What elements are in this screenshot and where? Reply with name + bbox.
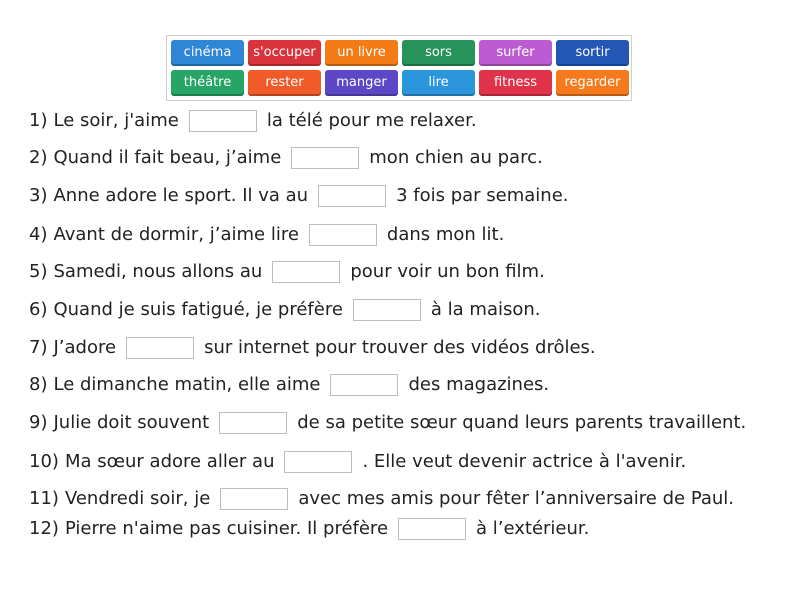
- sentence-row: [29, 296, 541, 324]
- sentence-text-after: 3 fois par semaine.: [396, 185, 569, 206]
- answer-drop-zone[interactable]: [126, 337, 194, 359]
- sentence-row: [29, 144, 543, 172]
- sentence-text-before: Ma sœur adore aller au: [64, 451, 275, 472]
- sentence-number: 9): [29, 412, 48, 433]
- word-tile[interactable]: regarder: [556, 70, 629, 96]
- sentence-number: 10): [29, 451, 59, 472]
- answer-drop-zone[interactable]: [353, 299, 421, 321]
- sentence-number: 12): [29, 518, 59, 539]
- sentence-text-before: Pierre n'aime pas cuisiner. Il préfère: [64, 518, 389, 539]
- word-tile[interactable]: rester: [248, 70, 321, 96]
- sentence-text-before: Quand je suis fatigué, je préfère: [53, 299, 343, 320]
- sentence-row: [29, 334, 596, 362]
- answer-drop-zone[interactable]: [398, 518, 466, 540]
- sentence-text-before: Le soir, j'aime: [53, 110, 179, 131]
- sentence-number: 2): [29, 147, 48, 168]
- answer-drop-zone[interactable]: [220, 488, 288, 510]
- sentence-text-before: Le dimanche matin, elle aime: [53, 374, 321, 395]
- sentence-row: [29, 221, 504, 249]
- sentence-row: [29, 107, 477, 135]
- sentence-text-after: . Elle veut devenir actrice à l'avenir.: [362, 451, 687, 472]
- sentence-text-before: Quand il fait beau, j’aime: [53, 147, 282, 168]
- sentence-text-after: dans mon lit.: [386, 224, 505, 245]
- word-tile[interactable]: s'occuper: [248, 40, 321, 66]
- sentence-text-before: Samedi, nous allons au: [53, 261, 263, 282]
- sentence-text-after: avec mes amis pour fêter l’anniversaire de Paul.: [298, 488, 735, 509]
- sentence-text-after: mon chien au parc.: [369, 147, 543, 168]
- word-tile[interactable]: sortir: [556, 40, 629, 66]
- sentence-text-after: pour voir un bon film.: [350, 261, 545, 282]
- word-tile[interactable]: fitness: [479, 70, 552, 96]
- word-tile[interactable]: surfer: [479, 40, 552, 66]
- answer-drop-zone[interactable]: [309, 224, 377, 246]
- answer-drop-zone[interactable]: [219, 412, 287, 434]
- sentence-row: [29, 371, 549, 399]
- sentence-number: 7): [29, 337, 48, 358]
- sentence-number: 1): [29, 110, 48, 131]
- sentence-text-after: de sa petite sœur quand leurs parents travaillent.: [297, 412, 747, 433]
- sentence-number: 3): [29, 185, 48, 206]
- word-tile[interactable]: manger: [325, 70, 398, 96]
- sentence-text-before: Anne adore le sport. Il va au: [53, 185, 309, 206]
- answer-drop-zone[interactable]: [330, 374, 398, 396]
- sentence-text-after: sur internet pour trouver des vidéos drôles.: [204, 337, 596, 358]
- sentence-text-after: des magazines.: [408, 374, 550, 395]
- sentence-text-before: J’adore: [53, 337, 117, 358]
- word-tile[interactable]: théâtre: [171, 70, 244, 96]
- answer-drop-zone[interactable]: [291, 147, 359, 169]
- sentence-text-before: Julie doit souvent: [53, 412, 210, 433]
- answer-drop-zone[interactable]: [272, 261, 340, 283]
- sentence-text-before: Avant de dormir, j’aime lire: [53, 224, 299, 245]
- sentence-number: 5): [29, 261, 48, 282]
- word-tile[interactable]: un livre: [325, 40, 398, 66]
- sentence-number: 4): [29, 224, 48, 245]
- sentence-row: [29, 515, 589, 543]
- word-tile[interactable]: lire: [402, 70, 475, 96]
- sentence-row: [29, 258, 545, 286]
- sentence-text-after: à la maison.: [430, 299, 541, 320]
- word-bank: [166, 35, 632, 101]
- answer-drop-zone[interactable]: [318, 185, 386, 207]
- answer-drop-zone[interactable]: [284, 451, 352, 473]
- sentence-number: 6): [29, 299, 48, 320]
- word-tile[interactable]: sors: [402, 40, 475, 66]
- sentence-text-after: la télé pour me relaxer.: [266, 110, 477, 131]
- sentence-row: [29, 409, 746, 437]
- word-tile[interactable]: cinéma: [171, 40, 244, 66]
- sentence-number: 8): [29, 374, 48, 395]
- sentence-row: [29, 182, 569, 210]
- sentence-text-after: à l’extérieur.: [476, 518, 590, 539]
- sentence-number: 11): [29, 488, 59, 509]
- answer-drop-zone[interactable]: [189, 110, 257, 132]
- sentence-row: [29, 485, 734, 513]
- sentence-row: [29, 448, 686, 476]
- sentence-text-before: Vendredi soir, je: [64, 488, 211, 509]
